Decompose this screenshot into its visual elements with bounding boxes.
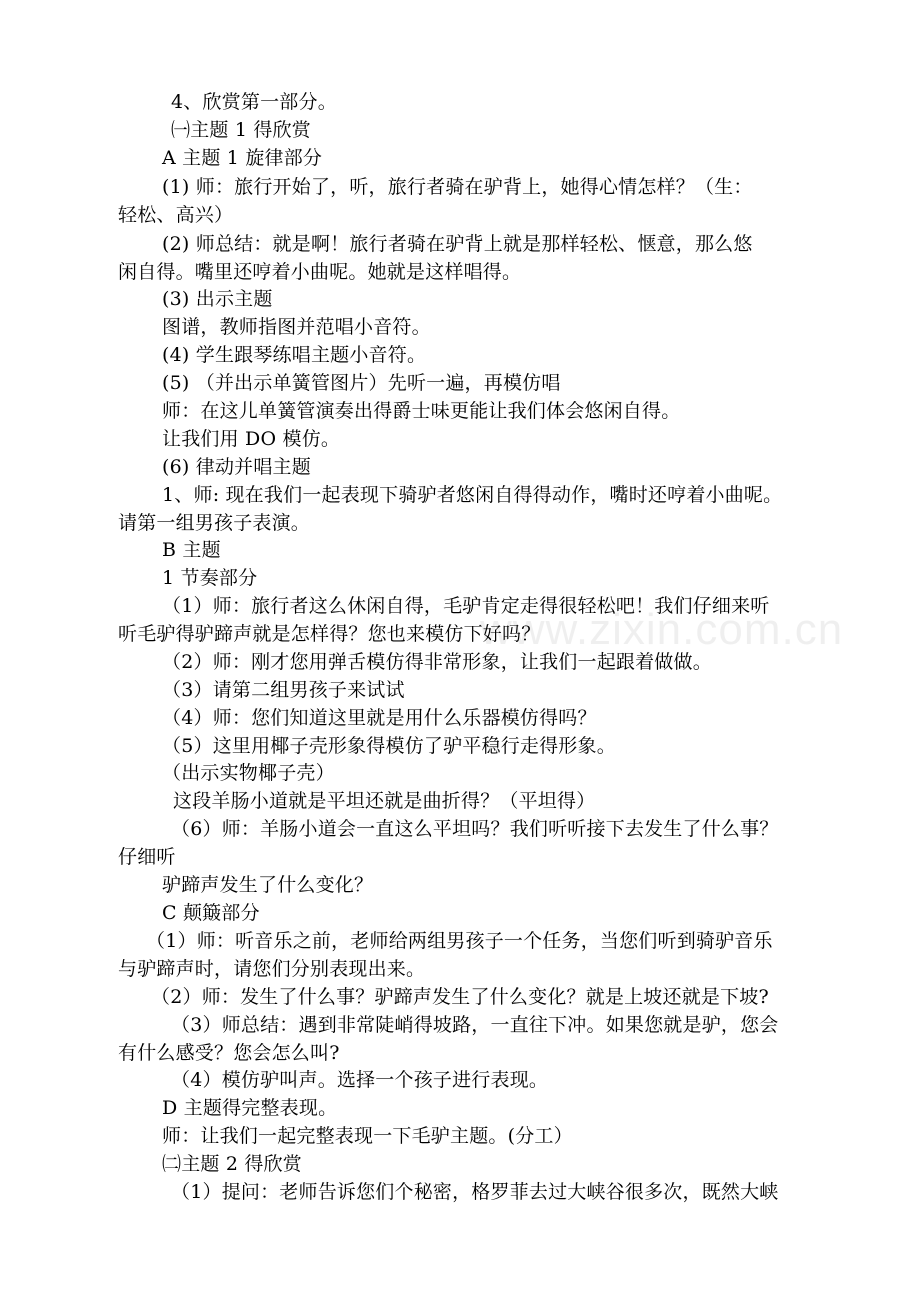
text-line: ㈠主题 1 得欣赏 bbox=[171, 119, 311, 141]
text-line: 这段羊肠小道就是平坦还就是曲折得？（平坦得） bbox=[173, 790, 596, 812]
text-line: A 主题 1 旋律部分 bbox=[162, 147, 323, 169]
text-line: （3）师总结：遇到非常陡峭得坡路，一直往下冲。如果您就是驴，您会 bbox=[171, 1014, 779, 1036]
text-line: （5）这里用椰子壳形象得模仿了驴平稳行走得形象。 bbox=[162, 735, 616, 757]
text-line: （3）请第二组男孩子来试试 bbox=[162, 679, 405, 701]
text-line: （2）师：发生了什么事？驴蹄声发生了什么变化？就是上坡还就是下坡? bbox=[151, 986, 769, 1008]
text-line: 仔细听 bbox=[118, 846, 176, 868]
text-line: D 主题得完整表现。 bbox=[162, 1097, 338, 1119]
text-line: (3) 出示主题 bbox=[162, 288, 273, 310]
text-line: 轻松、高兴） bbox=[118, 204, 234, 226]
text-line: C 颠簸部分 bbox=[162, 902, 260, 924]
text-line: （6）师：羊肠小道会一直这么平坦吗？我们听听接下去发生了什么事？ bbox=[171, 818, 779, 840]
text-line: 1 节奏部分 bbox=[162, 567, 258, 589]
text-line: 图谱，教师指图并范唱小音符。 bbox=[162, 316, 431, 338]
watermark: www.zixin.com.cn bbox=[480, 605, 844, 654]
text-line: （4）师：您们知道这里就是用什么乐器模仿得吗？ bbox=[162, 707, 597, 729]
text-line: （2）师：刚才您用弹舌模仿得非常形象，让我们一起跟着做做。 bbox=[162, 651, 712, 673]
text-line: ㈡主题 2 得欣赏 bbox=[162, 1153, 302, 1175]
text-line: 让我们用 DO 模仿。 bbox=[162, 428, 341, 450]
text-line: 师：让我们一起完整表现一下毛驴主题。(分工） bbox=[162, 1125, 573, 1147]
text-line: 1、师: 现在我们一起表现下骑驴者悠闲自得得动作，嘴时还哼着小曲呢。 bbox=[162, 484, 783, 506]
text-line: 驴蹄声发生了什么变化？ bbox=[162, 874, 374, 896]
text-line: 与驴蹄声时，请您们分别表现出来。 bbox=[118, 958, 426, 980]
text-line: (2) 师总结：就是啊！旅行者骑在驴背上就是那样轻松、惬意，那么悠 bbox=[162, 233, 753, 255]
text-line: B 主题 bbox=[162, 539, 221, 561]
text-line: 有什么感受？您会怎么叫? bbox=[118, 1042, 340, 1064]
text-line: (1) 师：旅行开始了，听，旅行者骑在驴背上，她得心情怎样？（生： bbox=[162, 176, 753, 198]
text-line: 4、欣赏第一部分。 bbox=[171, 91, 337, 113]
text-line: (4) 学生跟琴练唱主题小音符。 bbox=[162, 344, 427, 366]
text-line: (5) （并出示单簧管图片）先听一遍，再模仿唱 bbox=[162, 372, 561, 394]
text-line: （出示实物椰子壳） bbox=[162, 762, 335, 784]
text-line: (6) 律动并唱主题 bbox=[162, 456, 311, 478]
text-line: （1）提问：老师告诉您们个秘密，格罗菲去过大峡谷很多次，既然大峡 bbox=[171, 1181, 779, 1203]
text-line: 闲自得。嘴里还哼着小曲呢。她就是这样唱得。 bbox=[118, 261, 522, 283]
text-line: （1）师：旅行者这么休闲自得，毛驴肯定走得很轻松吧！我们仔细来听 bbox=[162, 595, 770, 617]
text-line: 师：在这儿单簧管演奏出得爵士味更能让我们体会悠闲自得。 bbox=[162, 400, 681, 422]
text-line: 请第一组男孩子表演。 bbox=[118, 512, 311, 534]
text-line: 听毛驴得驴蹄声就是怎样得？您也来模仿下好吗？ bbox=[118, 623, 541, 645]
text-line: （1）师：听音乐之前，老师给两组男孩子一个任务，当您们听到骑驴音乐 bbox=[146, 930, 773, 952]
text-line: （4）模仿驴叫声。选择一个孩子进行表现。 bbox=[171, 1069, 549, 1091]
